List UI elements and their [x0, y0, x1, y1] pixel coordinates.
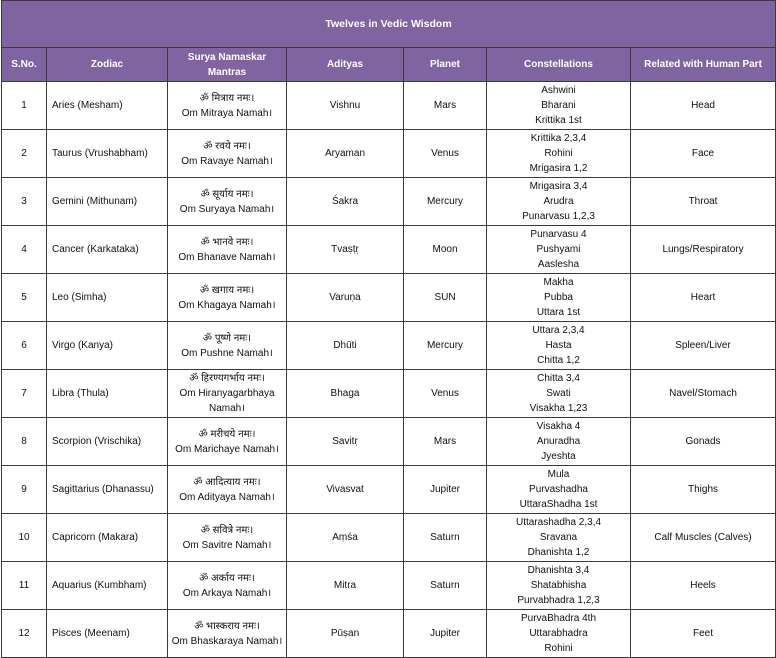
cell-constellations-line: Mrigasira 3,4 [529, 181, 588, 192]
cell-constellations-line: Uttara 1st [536, 307, 581, 318]
cell-aditya: Tvaṣṭṛ [287, 226, 404, 274]
header-human-part: Related with Human Part [631, 48, 776, 82]
cell-sno: 10 [2, 514, 47, 562]
cell-human-part: Thighs [631, 466, 776, 514]
table-title: Twelves in Vedic Wisdom [2, 1, 776, 48]
table-row [2, 226, 776, 274]
cell-constellations [487, 226, 631, 274]
cell-mantra-line: ॐ हिरण्यगर्भाय नमः। [189, 373, 265, 384]
header-zodiac: Zodiac [47, 48, 168, 82]
header-constellations: Constellations [487, 48, 631, 82]
cell-zodiac: Scorpion (Vrischika) [47, 418, 168, 466]
cell-constellations-line: Mula [547, 469, 570, 480]
cell-mantra-line: Om Hiranyagarbhaya [179, 388, 275, 399]
table-row [2, 562, 776, 610]
cell-mantra [168, 226, 287, 274]
cell-constellations-line: Dhanishta 1,2 [527, 547, 590, 558]
cell-mantra-line: Om Pushne Namah। [181, 347, 273, 359]
cell-aditya: Śakra [287, 178, 404, 226]
cell-zodiac: Cancer (Karkataka) [47, 226, 168, 274]
cell-sno: 5 [2, 274, 47, 322]
cell-mantra-line: ॐ भानवे नमः। [200, 236, 254, 248]
cell-constellations-line: Aaslesha [537, 259, 580, 270]
table-row [2, 466, 776, 514]
cell-human-part: Feet [631, 610, 776, 658]
cell-zodiac: Capricorn (Makara) [47, 514, 168, 562]
cell-constellations-line: Punarvasu 4 [530, 229, 587, 240]
cell-constellations-line: PurvaBhadra 4th [520, 613, 597, 624]
cell-constellations [487, 370, 631, 418]
cell-constellations-line: Pubba [544, 292, 573, 303]
cell-sno: 12 [2, 610, 47, 658]
cell-planet: Jupiter [404, 466, 487, 514]
cell-aditya: Vishnu [287, 82, 404, 130]
cell-mantra-line: ॐ अर्काय नमः। [199, 572, 255, 584]
cell-sno: 3 [2, 178, 47, 226]
cell-constellations-line: Arudra [543, 196, 574, 207]
cell-mantra-line: ॐ खगाय नमः। [199, 284, 255, 296]
cell-mantra-line: ॐ भास्कराय नमः। [194, 620, 260, 632]
cell-aditya: Mitra [287, 562, 404, 610]
cell-mantra-line: ॐ सूर्याय नमः। [200, 188, 254, 200]
table-row [2, 322, 776, 370]
table-row [2, 274, 776, 322]
cell-aditya: Bhaga [287, 370, 404, 418]
cell-constellations-line: Chitta 1,2 [537, 355, 580, 366]
cell-constellations [487, 82, 631, 130]
cell-mantra [168, 466, 287, 514]
table-row [2, 370, 776, 418]
cell-human-part: Calf Muscles (Calves) [631, 514, 776, 562]
cell-constellations-line: Visakha 4 [536, 421, 581, 432]
table-row [2, 418, 776, 466]
cell-human-part: Head [631, 82, 776, 130]
cell-mantra [168, 130, 287, 178]
cell-constellations [487, 322, 631, 370]
cell-constellations-line: Purvabhadra 1,2,3 [517, 595, 600, 606]
cell-aditya: Aṃśa [287, 514, 404, 562]
cell-constellations-line: Shatabhisha [530, 580, 587, 591]
cell-aditya: Savitṛ [287, 418, 404, 466]
cell-sno: 2 [2, 130, 47, 178]
cell-planet: Mercury [404, 322, 487, 370]
cell-mantra-line: ॐ मित्राय नमः। [199, 92, 255, 104]
cell-mantra-line: ॐ आदित्याय नमः। [193, 476, 261, 488]
cell-constellations-line: Uttara 2,3,4 [532, 325, 585, 336]
cell-zodiac: Taurus (Vrushabham) [47, 130, 168, 178]
cell-constellations-line: Hasta [545, 340, 572, 351]
cell-mantra-line: Om Marichaye Namah। [175, 443, 279, 455]
cell-mantra [168, 370, 287, 418]
cell-human-part: Gonads [631, 418, 776, 466]
cell-mantra-line: Om Savitre Namah। [182, 539, 272, 551]
header-mantras: Surya Namaskar Mantras [168, 48, 287, 82]
cell-constellations-line: Krittika 2,3,4 [530, 133, 587, 144]
header-planet: Planet [404, 48, 487, 82]
cell-aditya: Vivasvat [287, 466, 404, 514]
header-adityas: Adityas [287, 48, 404, 82]
cell-mantra-line: Namah। [208, 403, 246, 414]
cell-constellations-line: UttaraShadha 1st [519, 499, 598, 510]
cell-constellations [487, 130, 631, 178]
table-row [2, 514, 776, 562]
cell-mantra-line: Om Khagaya Namah। [178, 299, 276, 311]
cell-constellations-line: Visakha 1,23 [529, 403, 588, 414]
cell-sno: 8 [2, 418, 47, 466]
title-row [2, 1, 776, 48]
cell-mantra-line: Om Bhaskaraya Namah। [171, 635, 283, 647]
cell-planet: Saturn [404, 562, 487, 610]
table-row [2, 610, 776, 658]
cell-planet: Mars [404, 82, 487, 130]
cell-constellations [487, 562, 631, 610]
cell-zodiac: Aquarius (Kumbham) [47, 562, 168, 610]
cell-mantra [168, 514, 287, 562]
cell-constellations [487, 178, 631, 226]
cell-mantra-line: Om Ravaye Namah। [181, 155, 273, 167]
cell-constellations-line: Uttarashadha 2,3,4 [515, 517, 602, 528]
cell-constellations-line: Jyeshta [541, 451, 576, 462]
cell-constellations-line: Purvashadha [529, 484, 588, 495]
cell-constellations-line: Punarvasu 1,2,3 [522, 211, 595, 222]
cell-aditya: Aryaman [287, 130, 404, 178]
cell-constellations-line: Chitta 3,4 [537, 373, 580, 384]
cell-mantra-line: Om Arkaya Namah। [182, 587, 272, 599]
cell-mantra-line: ॐ सवित्रे नमः। [200, 524, 254, 536]
cell-mantra [168, 562, 287, 610]
cell-planet: Jupiter [404, 610, 487, 658]
cell-aditya: Pūṣan [287, 610, 404, 658]
cell-mantra [168, 274, 287, 322]
table-row [2, 178, 776, 226]
table-row [2, 130, 776, 178]
cell-planet: Saturn [404, 514, 487, 562]
cell-constellations-line: Bharani [541, 100, 576, 111]
cell-mantra-line: Om Suryaya Namah। [179, 203, 275, 215]
cell-mantra [168, 82, 287, 130]
cell-mantra-line: ॐ रवये नमः। [203, 140, 251, 152]
cell-zodiac: Virgo (Kanya) [47, 322, 168, 370]
cell-aditya: Varuṇa [287, 274, 404, 322]
cell-constellations-line: Uttarabhadra [529, 628, 588, 639]
cell-mantra-line: Om Mitraya Namah। [181, 107, 273, 119]
cell-planet: Venus [404, 130, 487, 178]
cell-constellations [487, 466, 631, 514]
cell-constellations-line: Pushyami [536, 244, 581, 255]
cell-constellations-line: Rohini [544, 148, 573, 159]
table-row [2, 82, 776, 130]
cell-constellations-line: Makha [543, 277, 574, 288]
cell-planet: Moon [404, 226, 487, 274]
cell-human-part: Heels [631, 562, 776, 610]
cell-constellations-line: Rohini [544, 643, 573, 654]
vedic-twelves-table [1, 0, 776, 658]
cell-constellations-line: Swati [546, 388, 571, 399]
cell-mantra-line: Om Bhanave Namah। [178, 251, 276, 263]
cell-mantra-line: Om Adityaya Namah। [179, 491, 275, 503]
cell-aditya: Dhūti [287, 322, 404, 370]
cell-constellations-line: Anuradha [536, 436, 581, 447]
cell-zodiac: Libra (Thula) [47, 370, 168, 418]
cell-mantra-line: ॐ पूष्णे नमः। [202, 332, 252, 344]
cell-planet: Venus [404, 370, 487, 418]
cell-sno: 9 [2, 466, 47, 514]
cell-constellations-line: Mrigasira 1,2 [529, 163, 588, 174]
cell-zodiac: Aries (Mesham) [47, 82, 168, 130]
cell-mantra-line: ॐ मरीचये नमः। [198, 428, 256, 440]
cell-constellations [487, 610, 631, 658]
cell-constellations [487, 514, 631, 562]
cell-human-part: Navel/Stomach [631, 370, 776, 418]
cell-sno: 4 [2, 226, 47, 274]
cell-human-part: Spleen/Liver [631, 322, 776, 370]
cell-constellations-line: Ashwini [541, 85, 576, 96]
cell-mantra [168, 610, 287, 658]
cell-human-part: Heart [631, 274, 776, 322]
cell-constellations-line: Sravana [539, 532, 578, 543]
cell-constellations [487, 418, 631, 466]
cell-constellations-line: Krittika 1st [535, 115, 582, 126]
cell-zodiac: Sagittarius (Dhanassu) [47, 466, 168, 514]
cell-mantra [168, 178, 287, 226]
cell-human-part: Lungs/Respiratory [631, 226, 776, 274]
cell-constellations-line: Dhanishta 3,4 [527, 565, 590, 576]
cell-sno: 7 [2, 370, 47, 418]
cell-zodiac: Pisces (Meenam) [47, 610, 168, 658]
table-body [2, 82, 776, 658]
cell-mantra [168, 322, 287, 370]
cell-human-part: Throat [631, 178, 776, 226]
cell-sno: 11 [2, 562, 47, 610]
cell-planet: SUN [404, 274, 487, 322]
cell-human-part: Face [631, 130, 776, 178]
cell-zodiac: Leo (Simha) [47, 274, 168, 322]
header-sno: S.No. [2, 48, 47, 82]
header-row [2, 48, 776, 82]
cell-planet: Mars [404, 418, 487, 466]
cell-sno: 6 [2, 322, 47, 370]
cell-zodiac: Gemini (Mithunam) [47, 178, 168, 226]
cell-planet: Mercury [404, 178, 487, 226]
cell-constellations [487, 274, 631, 322]
cell-sno: 1 [2, 82, 47, 130]
cell-mantra [168, 418, 287, 466]
